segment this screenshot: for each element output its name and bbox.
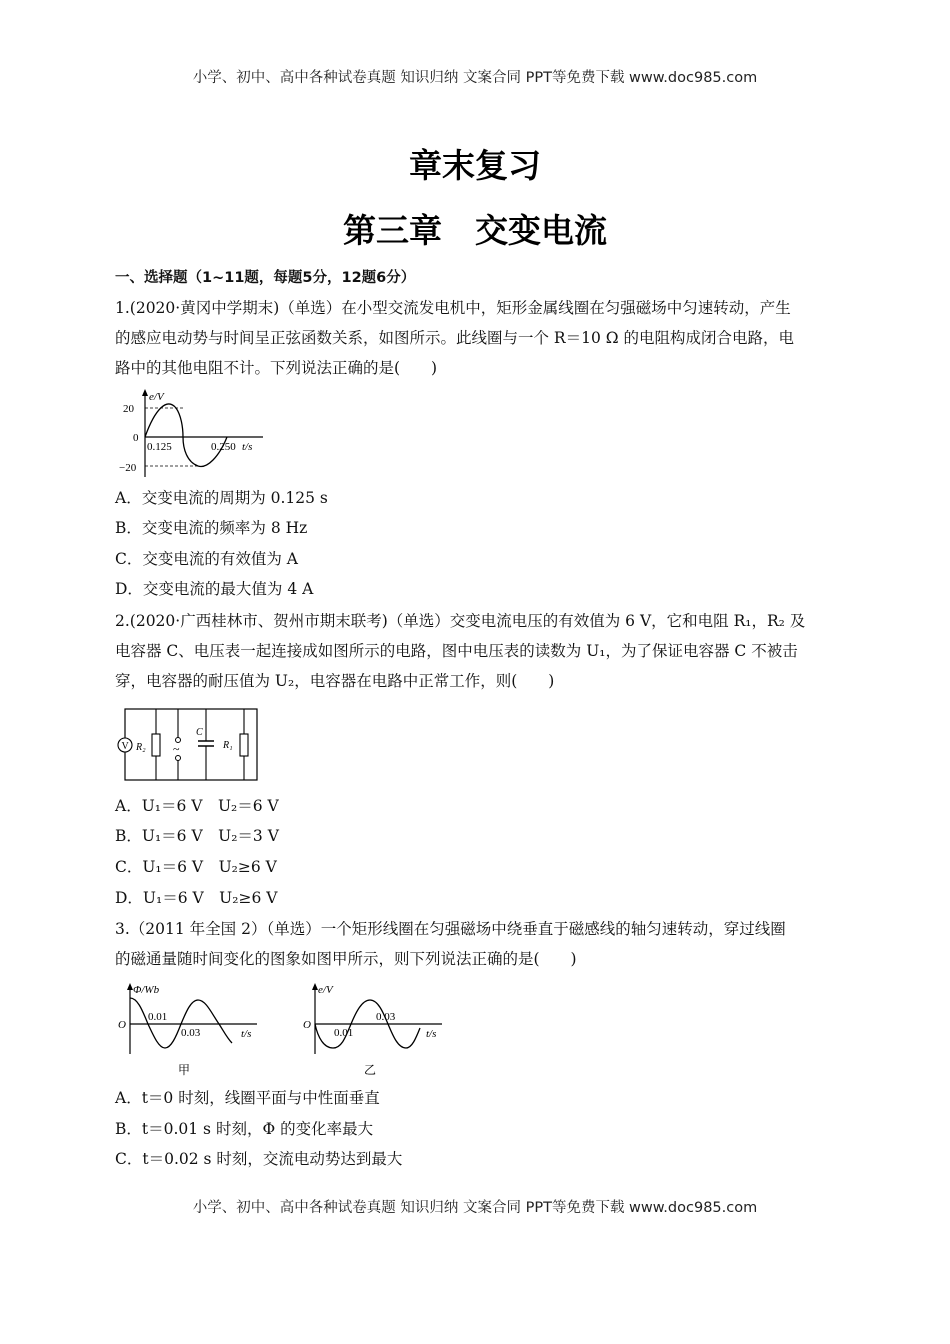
r2-label: R₂ — [136, 742, 146, 753]
option-b: B．U₁＝6 V U₂＝3 V — [115, 827, 279, 845]
origin-label: O — [303, 1019, 311, 1031]
sine-curve — [145, 404, 227, 467]
voltmeter-label: V — [121, 741, 129, 752]
t2-label: 0.03 — [376, 1011, 396, 1023]
question-text-line: 路中的其他电阻不计。下列说法正确的是( ) — [115, 359, 438, 377]
y-axis-label: e/V — [318, 984, 333, 996]
y-axis-label: e/V — [149, 391, 164, 403]
t1-label: 0.125 — [147, 441, 172, 453]
page-footer: 小学、初中、高中各种试卷真题 知识归纳 文案合同 PPT等免费下载 www.doc985.com — [192, 1200, 758, 1216]
x-axis-label: t/s — [426, 1028, 437, 1040]
option-b: B．t＝0.01 s 时刻，Φ 的变化率最大 — [115, 1120, 374, 1138]
origin-label: O — [118, 1019, 126, 1031]
t2-label: 0.03 — [181, 1027, 201, 1039]
option-c: C．t＝0.02 s 时刻，交流电动势达到最大 — [115, 1150, 403, 1168]
question-text-line: 的感应电动势与时间呈正弦函数关系，如图所示。此线圈与一个 R＝10 Ω 的电阻构成闭合电路，电 — [115, 329, 795, 347]
origin-label: 0 — [133, 432, 139, 444]
x-axis-label: t/s — [241, 1028, 252, 1040]
flux-curve — [130, 998, 232, 1048]
capacitor-label: C — [196, 727, 203, 738]
figure-caption: 甲 — [178, 1063, 191, 1077]
question-text-line: 穿，电容器的耐压值为 U₂，电容器在电路中正常工作，则( ) — [115, 672, 555, 690]
question-text-line: 电容器 C、电压表一起连接成如图所示的电路，图中电压表的读数为 U₁，为了保证电容器 C 不被击 — [115, 642, 798, 660]
figure-caption: 乙 — [364, 1063, 377, 1077]
resistor-r1-icon — [240, 734, 248, 756]
y-axis-label: Φ/Wb — [133, 984, 160, 996]
question-text-line: 2.(2020·广西桂林市、贺州市期末联考)（单选）交变电流电压的有效值为 6 V，它和电阻 R₁，R₂ 及 — [115, 612, 806, 630]
option-c: C．U₁＝6 V U₂≥6 V — [115, 858, 277, 876]
option-b: B．交变电流的频率为 8 Hz — [115, 519, 308, 537]
t1-label: 0.01 — [334, 1027, 354, 1039]
terminal-icon — [176, 756, 181, 761]
q1-sine-graph — [115, 387, 265, 479]
q3-flux-graph — [115, 980, 265, 1080]
x-axis-label: t/s — [242, 441, 253, 453]
resistor-r2-icon — [152, 734, 160, 756]
option-d: D．交变电流的最大值为 4 A — [115, 580, 314, 598]
y-axis-arrow — [142, 389, 148, 396]
option-c: C．交变电流的有效值为 A — [115, 550, 298, 568]
q3-emf-graph — [300, 980, 450, 1080]
question-text-line: 的磁通量随时间变化的图象如图甲所示，则下列说法正确的是( ) — [115, 950, 577, 968]
r1-label: R₁ — [223, 740, 233, 751]
option-a: A．交变电流的周期为 0.125 s — [115, 489, 328, 507]
option-d: D．U₁＝6 V U₂≥6 V — [115, 889, 278, 907]
page-title: 章末复习 — [409, 146, 541, 185]
q2-circuit-diagram — [115, 702, 265, 784]
ac-source-label: ~ — [173, 742, 180, 756]
question-text-line: 1.(2020·黄冈中学期末)（单选）在小型交流发电机中，矩形金属线圈在匀强磁场中匀速转动，产生 — [115, 299, 791, 317]
y-min-label: −20 — [119, 462, 137, 474]
page-header: 小学、初中、高中各种试卷真题 知识归纳 文案合同 PPT等免费下载 www.doc985.com — [192, 70, 758, 86]
t1-label: 0.01 — [148, 1011, 168, 1023]
question-text-line: 3.（2011 年全国 2）（单选）一个矩形线圈在匀强磁场中绕垂直于磁感线的轴匀速转动，穿过线圈 — [115, 920, 786, 938]
y-max-label: 20 — [123, 403, 134, 415]
t2-label: 0.250 — [211, 441, 236, 453]
option-a: A．t＝0 时刻，线圈平面与中性面垂直 — [115, 1089, 380, 1107]
option-a: A．U₁＝6 V U₂＝6 V — [115, 797, 279, 815]
section-heading: 一、选择题（1~11题，每题5分，12题6分） — [115, 270, 416, 286]
chapter-title: 第三章 交变电流 — [343, 211, 607, 250]
